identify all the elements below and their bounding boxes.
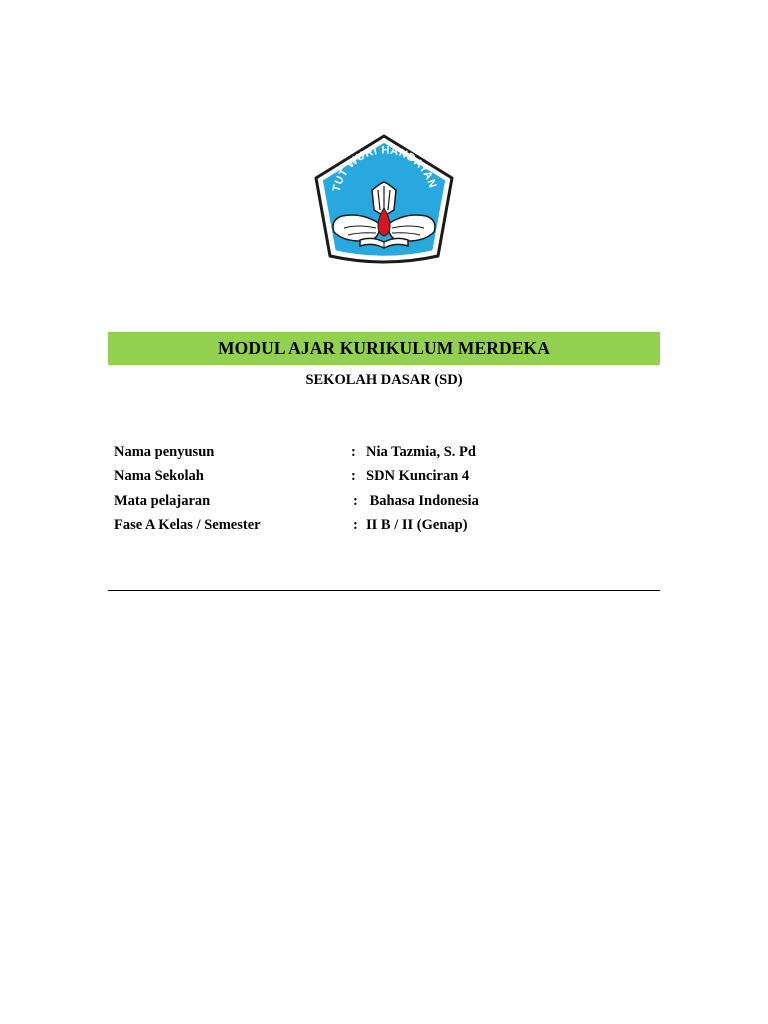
info-colon: : [351,444,356,460]
info-colon: : [353,492,358,509]
info-value: Bahasa Indonesia [366,492,479,509]
emblem-svg [310,132,458,266]
info-row-school [114,468,634,492]
tut-wuri-handayani-logo [310,132,458,266]
info-table [114,444,634,541]
document-subtitle: SEKOLAH DASAR (SD) [305,372,463,388]
horizontal-divider [108,590,660,591]
info-colon: : [353,516,358,533]
info-label: Fase A Kelas / Semester [114,516,261,533]
info-value: II B / II (Genap) [366,516,468,533]
info-label: Nama penyusun [114,444,215,460]
info-label: Mata pelajaran [114,492,211,509]
info-row-author [114,444,634,468]
info-colon: : [351,468,356,485]
info-value: SDN Kunciran 4 [366,468,470,485]
info-row-phase-class-semester [114,517,634,541]
info-value: Nia Tazmia, S. Pd [366,444,476,460]
logo-motto-text: TUT WURI HANDAYAN [330,144,439,194]
title-bar [108,332,660,365]
document-title: MODUL AJAR KURIKULUM MERDEKA [218,338,550,358]
info-label: Nama Sekolah [114,468,204,485]
info-row-subject [114,493,634,517]
